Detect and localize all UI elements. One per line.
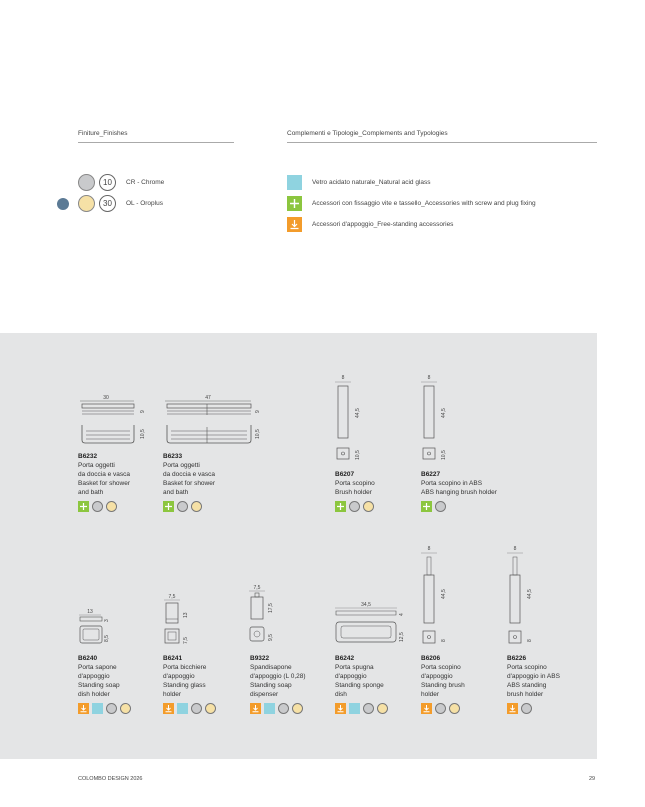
plus-fixing-icon (335, 501, 346, 512)
dim-width: 7,5 (253, 585, 261, 591)
dim-height: 8,5 (104, 635, 110, 642)
chrome-swatch (106, 703, 117, 714)
dim-height: 10,5 (140, 429, 146, 439)
product-code: B9322 (250, 655, 270, 662)
chrome-swatch (435, 703, 446, 714)
product-desc-line: and bath (78, 489, 104, 496)
dim-height: 10,5 (255, 429, 261, 439)
chrome-swatch (191, 703, 202, 714)
dim-depth: 7,5 (183, 637, 189, 644)
product-desc-line: ABS hanging brush holder (421, 489, 497, 496)
product-desc-line: Basket for shower (78, 480, 131, 487)
product-desc-line: Porta scopino in ABS (421, 480, 483, 487)
dim-width: 13 (87, 609, 93, 615)
finish-code: 10 (99, 174, 116, 191)
b6242-drawing (333, 600, 413, 646)
product-desc-line: d'appoggio (78, 673, 110, 680)
complement-label: Accessori con fissaggio vite e tassello_Accessories with screw and plug fixing (312, 200, 536, 207)
finish-label: OL - Oroplus (126, 200, 163, 207)
dim-depth: 9,5 (268, 634, 274, 641)
b6233-drawing (163, 395, 273, 445)
product-desc-line: Porta scopino (507, 664, 547, 671)
chrome-swatch (177, 501, 188, 512)
complement-label: Vetro acidato naturale_Natural acid glass (312, 179, 431, 186)
plus-fixing-icon (163, 501, 174, 512)
complement-label: Accessori d'appoggio_Free-standing accessories (312, 221, 454, 228)
product-desc-line: Standing sponge (335, 682, 384, 689)
product-desc-line: Porta scopino (421, 664, 461, 671)
dim-depth: 10,5 (441, 450, 447, 460)
product-desc-line: Standing glass (163, 682, 206, 689)
product-desc-line: d'appoggio (335, 673, 367, 680)
oroplus-swatch (191, 501, 202, 512)
complement-fixing (287, 196, 536, 211)
finish-chrome (78, 174, 164, 191)
product-desc-line: holder (421, 691, 440, 698)
product-code: B6242 (335, 655, 355, 662)
dim-width: 8 (513, 546, 517, 552)
chrome-swatch (363, 703, 374, 714)
product-desc-line: d'appoggio (L 0,28) (250, 673, 306, 680)
selected-dot (57, 198, 69, 210)
product-b6242 (335, 654, 425, 714)
product-desc-line: d'appoggio in ABS (507, 673, 560, 680)
oroplus-swatch (292, 703, 303, 714)
product-desc-line: Standing soap (78, 682, 120, 689)
oroplus-swatch (106, 501, 117, 512)
chrome-swatch (78, 174, 95, 191)
dim-width: 30 (103, 395, 109, 401)
oroplus-swatch (363, 501, 374, 512)
product-desc-line: Porta oggetti (78, 462, 115, 469)
product-desc-line: holder (163, 691, 182, 698)
product-desc-line: dispenser (250, 691, 279, 698)
product-desc-line: Porta bicchiere (163, 664, 207, 671)
dim-width: 7,5 (168, 594, 176, 600)
product-icons (163, 501, 253, 512)
product-desc-line: Porta oggetti (163, 462, 200, 469)
product-b6206 (421, 654, 511, 714)
product-icons (78, 501, 168, 512)
dim-width: 8 (427, 546, 431, 552)
complements-header: Complementi e Tipologie_Complements and Typologies (287, 130, 448, 137)
product-icons (421, 501, 531, 512)
b6206-drawing (419, 543, 459, 646)
dim-height: 12,5 (399, 632, 405, 642)
dim-height: 44,5 (527, 589, 533, 599)
glass-square-icon (349, 703, 360, 714)
product-desc-line: da doccia e vasca (163, 471, 216, 478)
product-desc-line: dish (335, 691, 347, 698)
product-desc-line: Porta spugna (335, 664, 374, 671)
product-desc-line: and bath (163, 489, 189, 496)
standing-arrow-icon (335, 703, 346, 714)
product-b6233 (163, 452, 253, 512)
product-b6227 (421, 470, 531, 512)
oroplus-swatch (449, 703, 460, 714)
standing-arrow-icon (163, 703, 174, 714)
dim-depth: 10,5 (355, 450, 361, 460)
product-icons (78, 703, 168, 714)
dim-width: 8 (341, 375, 345, 381)
glass-square-icon (264, 703, 275, 714)
b6241-drawing (163, 592, 203, 646)
standing-arrow-icon (421, 703, 432, 714)
product-icons (421, 703, 511, 714)
product-code: B6207 (335, 471, 355, 478)
footer-brand: COLOMBO DESIGN 2026 (78, 776, 143, 782)
product-b6241 (163, 654, 253, 714)
chrome-swatch (521, 703, 532, 714)
product-b9322 (250, 654, 340, 714)
product-icons (335, 703, 425, 714)
product-desc-line: Standing brush (421, 682, 465, 689)
product-desc-line: brush holder (507, 691, 544, 698)
plus-fixing-icon (78, 501, 89, 512)
plus-fixing-icon (287, 196, 302, 211)
standing-arrow-icon (78, 703, 89, 714)
dim-depth: 8 (441, 639, 447, 642)
standing-arrow-icon (250, 703, 261, 714)
b6207-drawing (333, 372, 373, 462)
dim-depth: 9 (140, 410, 146, 413)
chrome-swatch (278, 703, 289, 714)
finishes-header: Finiture_Finishes (78, 130, 128, 137)
finish-code: 30 (99, 195, 116, 212)
product-desc-line: Standing soap (250, 682, 292, 689)
standing-arrow-icon (507, 703, 518, 714)
finish-oroplus (78, 195, 163, 212)
complement-standing (287, 217, 453, 232)
product-code: B6226 (507, 655, 527, 662)
oroplus-swatch (120, 703, 131, 714)
product-desc-line: Spandisapone (250, 664, 292, 671)
dim-depth: 3 (104, 619, 110, 622)
product-code: B6240 (78, 655, 98, 662)
product-icons (507, 703, 597, 714)
finishes-rule (78, 142, 234, 143)
product-code: B6206 (421, 655, 441, 662)
b9322-drawing (248, 583, 288, 646)
dim-width: 47 (205, 395, 211, 401)
complement-glass (287, 175, 431, 190)
b6240-drawing (78, 608, 118, 646)
product-icons (335, 501, 425, 512)
product-desc-line: ABS standing (507, 682, 547, 689)
product-code: B6233 (163, 453, 183, 460)
b6232-drawing (78, 395, 158, 445)
b6226-drawing (505, 543, 545, 646)
product-desc-line: da doccia e vasca (78, 471, 131, 478)
oroplus-swatch (377, 703, 388, 714)
product-code: B6241 (163, 655, 183, 662)
product-b6226 (507, 654, 597, 714)
dim-height: 17,5 (268, 603, 274, 613)
page-number: 29 (589, 776, 596, 782)
glass-square-icon (92, 703, 103, 714)
product-desc-line: dish holder (78, 691, 110, 698)
product-icons (163, 703, 253, 714)
dim-height: 44,5 (441, 408, 447, 418)
product-code: B6232 (78, 453, 98, 460)
glass-square-icon (287, 175, 302, 190)
product-desc-line: Porta scopino (335, 480, 375, 487)
product-code: B6227 (421, 471, 441, 478)
plus-fixing-icon (421, 501, 432, 512)
product-icons (250, 703, 340, 714)
product-desc-line: Porta sapone (78, 664, 117, 671)
chrome-swatch (92, 501, 103, 512)
oroplus-swatch (78, 195, 95, 212)
chrome-swatch (349, 501, 360, 512)
dim-width: 34,5 (361, 602, 371, 608)
dim-width: 8 (427, 375, 431, 381)
dim-depth: 9 (255, 410, 261, 413)
dim-height: 44,5 (441, 589, 447, 599)
product-desc-line: Brush holder (335, 489, 372, 496)
product-b6240 (78, 654, 168, 714)
dim-height: 13 (183, 612, 189, 618)
finish-label: CR - Chrome (126, 179, 165, 186)
chrome-swatch (435, 501, 446, 512)
b6227-drawing (419, 372, 459, 462)
oroplus-swatch (205, 703, 216, 714)
complements-rule (287, 142, 597, 143)
product-desc-line: Basket for shower (163, 480, 216, 487)
product-b6207 (335, 470, 425, 512)
dim-depth: 4 (399, 613, 405, 616)
glass-square-icon (177, 703, 188, 714)
product-desc-line: d'appoggio (163, 673, 195, 680)
dim-depth: 8 (527, 639, 533, 642)
product-desc-line: d'appoggio (421, 673, 453, 680)
dim-height: 44,5 (355, 408, 361, 418)
standing-arrow-icon (287, 217, 302, 232)
product-b6232 (78, 452, 168, 512)
